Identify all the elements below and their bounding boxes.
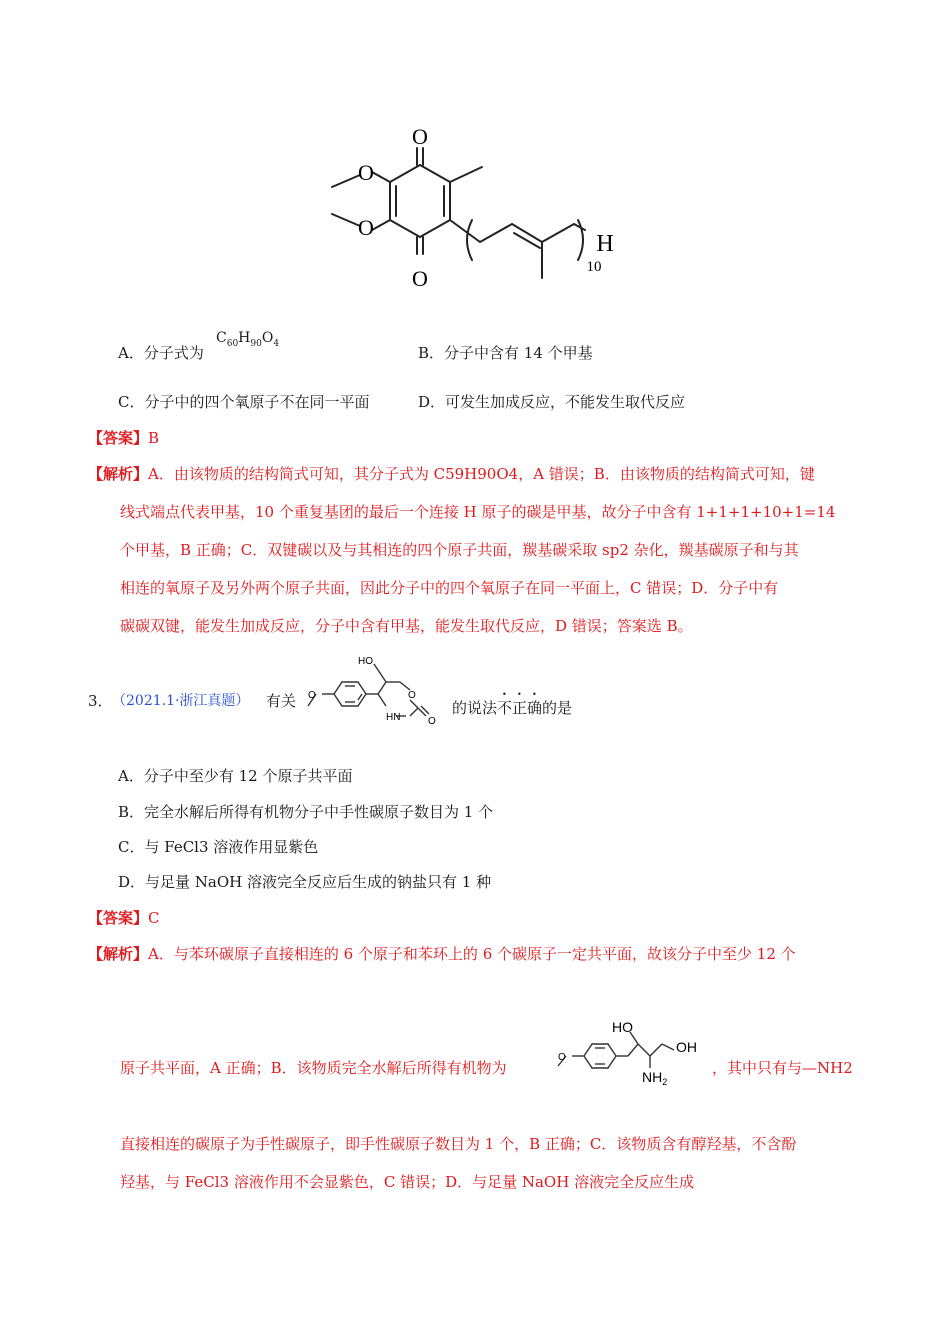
svg-text:HO: HO — [612, 1019, 633, 1035]
q2-option-a: A．分子式为 — [118, 344, 204, 362]
q2-analysis-line-4: 相连的氧原子及另外两个原子共面，因此分子中的四个氧原子在同一平面上，C 错误；D．分子中有 — [120, 579, 779, 597]
svg-text:OH: OH — [676, 1039, 697, 1055]
atom-h: H — [596, 231, 614, 257]
q2-analysis-line-2: 线式端点代表甲基，10 个重复基团的最后一个连接 H 原子的碳是甲基，故分子中含有 1+1+1+10+1=14 — [120, 503, 836, 521]
svg-text:HN: HN — [386, 712, 401, 723]
q2-analysis-line-3: 个甲基，B 正确；C．双键碳以及与其相连的四个原子共面，羰基碳采取 sp2 杂化，羰基碳原子和与其 — [120, 541, 799, 559]
svg-text:HO: HO — [358, 656, 373, 667]
q3-option-d: D．与足量 NaOH 溶液完全反应后生成的钠盐只有 1 种 — [118, 873, 492, 891]
q2-option-d: D．可发生加成反应，不能发生取代反应 — [418, 393, 686, 411]
svg-text:O: O — [308, 690, 316, 701]
atom-o-top: O — [412, 124, 428, 149]
svg-text:O: O — [358, 160, 374, 185]
q2-option-b: B．分子中含有 14 个甲基 — [418, 344, 593, 362]
q2-analysis-line-1: 【解析】A．由该物质的结构简式可知，其分子式为 C59H90O4，A 错误；B．由该物质的结构简式可知，键 — [88, 465, 815, 483]
q3-stem-emphasis: 不正确 — [497, 699, 543, 717]
q3-analysis-line-1: 【解析】A．与苯环碳原子直接相连的 6 个原子和苯环上的 6 个碳原子一定共平面，故该分子中至少 12 个 — [88, 945, 796, 963]
q3-analysis-line-3: 直接相连的碳原子为手性碳原子，即手性碳原子数目为 1 个，B 正确；C．该物质含有醇羟基，不含酚 — [120, 1135, 797, 1153]
q3-option-a: A．分子中至少有 12 个原子共平面 — [118, 767, 353, 785]
svg-text:O: O — [358, 215, 374, 240]
svg-text:O: O — [408, 690, 416, 701]
q3-option-c: C．与 FeCl3 溶液作用显紫色 — [118, 838, 319, 856]
molecule-coenzyme-q10 — [320, 120, 620, 290]
q3-molecule — [300, 650, 450, 732]
q3-stem-pre: 有关 — [266, 692, 297, 710]
atom-o-bottom: O — [412, 266, 428, 290]
q2-option-c: C．分子中的四个氧原子不在同一平面 — [118, 393, 370, 411]
q3-option-b: B．完全水解后所得有机物分子中手性碳原子数目为 1 个 — [118, 803, 494, 821]
svg-text:O: O — [558, 1052, 566, 1063]
q3-analysis-line-2-post: ，其中只有与—NH2 — [712, 1059, 853, 1077]
q3-source: （2021.1·浙江真题） — [112, 693, 250, 709]
q3-answer: 【答案】C — [88, 909, 160, 927]
q3-analysis-line-4: 羟基，与 FeCl3 溶液作用不会显紫色，C 错误；D．与足量 NaOH 溶液完全反应生成 — [120, 1173, 695, 1191]
hydrolysis-product-molecule — [550, 1018, 710, 1092]
repeat-count: 10 — [586, 259, 602, 275]
q3-analysis-line-2: 原子共平面，A 正确；B．该物质完全水解后所得有机物为 — [120, 1059, 507, 1077]
q2-analysis-line-5: 碳碳双键，能发生加成反应，分子中含有甲基，能发生取代反应，D 错误；答案选 B。 — [120, 617, 693, 635]
svg-text:NH2: $NH_2$ — [642, 1069, 668, 1087]
q3-stem-post: 的说法不正确的是 — [452, 699, 573, 717]
q2-answer: 【答案】B — [88, 429, 160, 447]
svg-text:O: O — [428, 716, 436, 727]
q2-option-a-formula: $C_{60}H_{90}O_4$ — [216, 330, 280, 349]
q3-number: 3． — [88, 692, 113, 710]
